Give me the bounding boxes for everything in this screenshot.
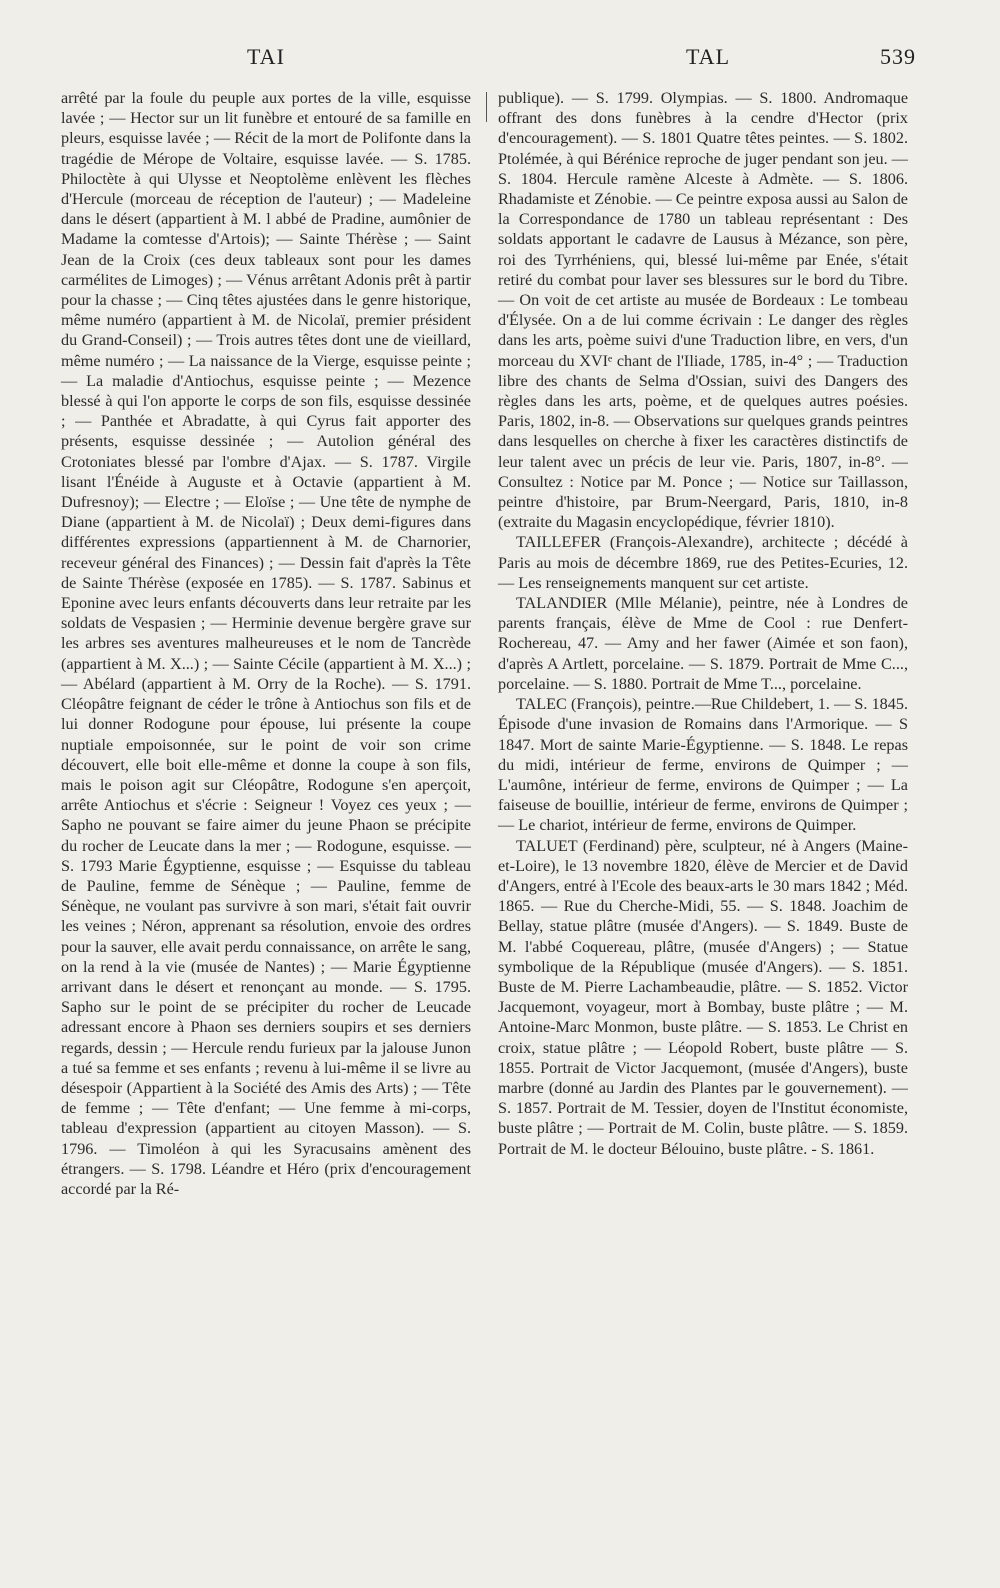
column-rule	[486, 92, 487, 122]
entry-talandier: TALANDIER (Mlle Mélanie), peintre, née à Londres de parents français, élève de Mme de Cool : rue Denfert-Rochereau, 47. — Amy and her fawer (Aimée et son faon), d'après A Artlett, porcelaine. — S. 1879. Portrait de Mme C..., porcelaine. — S. 1880. Portrait de Mme T..., porcelaine.	[498, 594, 908, 693]
page-number: 539	[880, 44, 916, 69]
running-head-center: TAL	[686, 44, 731, 69]
left-column-text: arrêté par la foule du peuple aux portes de la ville, esquisse lavée ; — Hector sur un lit funèbre et entouré de sa famille en pleurs, esquisse lavée ; — Récit de la mort de Polifonte dans la tragédie de Mérope de Voltaire, esquisse lavée. — S. 1785. Philoctète à qui Ulysse et Neoptolème enlèvent les flèches d'Hercule (morceau de réception de l'auteur) ; — Madeleine dans le désert (appartient à M. l abbé de Pradine, aumônier de Madame la comtesse d'Artois); — Sainte Thérèse ; — Saint Jean de la Croix (ces deux tableaux sont pour les dames carmélites de Limoges) ; — Vénus arrêtant Adonis prêt à partir pour la chasse ; — Cinq têtes ajustées dans le genre historique, même numéro (appartient à M. de Nicolaï, premier président du Grand-Conseil) ; — Trois autres têtes dont une de vieillard, même numéro ; — La naissance de la Vierge, esquisse peinte ; — La maladie d'Antiochus, esquisse peinte ; — Mezence blessé à qui l'on apporte le corps de son fils, esquisse dessinée ; — Panthée et Abradatte, à qui Cyrus fait apporter des présents, esquisse dessinée ; — Autolion général des Crotoniates blessé par l'ombre d'Ajax. — S. 1787. Virgile lisant l'Énéide à Auguste et à Octavie (appartient à M. Dufresnoy); — Electre ; — Eloïse ; — Une tête de nymphe de Diane (appartient à M. de Nicolaï) ; Deux demi-figures dans différentes expressions (appartiennent à M. de Charnorier, receveur général des Finances) ; — Dessin fait d'après la Tête de Sainte Thérèse (exposée en 1785). — S. 1787. Sabinus et Eponine avec leurs enfants découverts dans leur retraite par les soldats de Vespasien ; — Herminie devenue bergère grave sur les arbres ses aventures malheureuses et le nom de Tancrède (appartient à M. X...) ; — Sainte Cécile (appartient à M. X...) ; — Abélard (appartient à M. Orry de la Roche). — S. 1791. Cléopâtre feignant de céder le trône à Antiochus son fils et de lui donner Rodogune pour épouse, lui présente la coupe nuptiale empoisonnée, sur le point de voir son crime découvert, elle boit elle-même et donne la coupe à son fils, mais le poison agit sur Cléopâtre, Rodogune s'en aperçoit, arrête Antiochus et s'écrie : Seigneur ! Voyez ces yeux ; — Sapho ne pouvant se faire aimer du jeune Phaon se précipite du rocher de Leucate dans la mer ; — Rodogune, esquisse. — S. 1793 Marie Égyptienne, esquisse ; — Esquisse du tableau de Pauline, femme de Sénèque ; — Pauline, femme de Sénèque, ne voulant pas survivre à son mari, s'était fait ouvrir les veines ; Néron, apprenant sa résolution, envoie des ordres pour la sauver, elle avait perdu connaissance, on arrête le sang, on la rend à la vie (musée de Nantes) ; — Marie Égyptienne arrivant dans le désert et renonçant au monde. — S. 1795. Sapho sur le point de se précipiter du rocher de Leucade adressant encore à Phaon ses derniers soupirs et ses derniers regards, dessin ; — Hercule rendu furieux par la jalouse Junon a tué sa femme et ses enfants ; revenu à lui-même il se livre au désespoir (Appartient à la Société des Amis des Arts) ; — Tête de femme ; — Tête d'enfant; — Une femme à mi-corps, tableau d'expression (appartient au citoyen Masson). — S. 1796. — Timoléon à qui les Syracusains amènent des étrangers. — S. 1798. Léandre et Héro (prix d'encouragement accordé par la Ré-	[61, 89, 471, 1198]
entry-taillefer: TAILLEFER (François-Alexandre), architecte ; décédé à Paris au mois de décembre 1869, rue des Petites-Ecuries, 12. — Les renseignements manquent sur cet artiste.	[498, 533, 908, 592]
running-head-left: TAI	[247, 44, 285, 69]
entry-taillasson-continued: publique). — S. 1799. Olympias. — S. 1800. Andromaque offrant des dons funèbres à la cendre d'Hector (prix d'encouragement). — S. 1801 Quatre têtes peintes. — S. 1802. Ptolémée, à qui Bérénice reproche de juger pendant son jeu. — S. 1804. Hercule ramène Alceste à Admète. — S. 1806. Rhadamiste et Zénobie. — Ce peintre exposa aussi au Salon de la Correspondance de 1780 un tableau représentant : Des soldats apportant le cadavre de Lausus à Mézance, son père, roi des Tyrrhéniens, qui, blessé lui-même par Enée, s'était retiré du combat pour laver ses blessures sur le bord du Tibre. — On voit de cet artiste au musée de Bordeaux : Le tombeau d'Élysée. On a de lui comme écrivain : Le danger des règles dans les arts, poème suivi d'une Traduction libre, en vers, d'un morceau du XVIᵉ chant de l'Iliade, 1785, in-4° ; — Traduction libre des chants de Selma d'Ossian, suivi des Dangers des règles dans les arts, poème, et de quelques autres poésies. Paris, 1802, in-8. — Observations sur quelques grands peintres dans lesquelles on cherche à fixer les caractères distinctifs de leur talent avec un précis de leur vie. Paris, 1807, in-8°. — Consultez : Notice par M. Ponce ; — Notice sur Taillasson, peintre d'histoire, par Brum-Neergard, Paris, 1810, in-8 (extraite du Magasin encyclopédique, février 1810).	[498, 89, 908, 532]
entry-talec: TALEC (François), peintre.—Rue Childebert, 1. — S. 1845. Épisode d'une invasion de Romains dans l'Armorique. — S 1847. Mort de sainte Marie-Égyptienne. — S. 1848. Le repas du midi, intérieur de ferme, environs de Quimper ; — L'aumône, intérieur de ferme, environs de Quimper ; — La faiseuse de bouillie, intérieur de ferme, environs de Quimper ; — Le chariot, intérieur de ferme, environs de Quimper.	[498, 695, 908, 835]
right-column	[498, 88, 908, 1159]
left-column	[61, 88, 471, 1199]
entry-taluet: TALUET (Ferdinand) père, sculpteur, né à Angers (Maine-et-Loire), le 13 novembre 1820, élève de Mercier et de David d'Angers, entré à l'Ecole des beaux-arts le 30 mars 1842 ; Méd. 1865. — Rue du Cherche-Midi, 55. — S. 1848. Joachim de Bellay, statue plâtre (musée d'Angers). — S. 1849. Buste de M. l'abbé Coquereau, plâtre, (musée d'Angers) ; — Statue symbolique de la République (musée d'Angers). — S. 1851. Buste de M. Pierre Lachambeaudie, plâtre. — S. 1852. Victor Jacquemont, voyageur, mort à Bombay, buste plâtre ; — M. Antoine-Marc Monmon, buste plâtre. — S. 1853. Le Christ en croix, statue plâtre ; — Léopold Robert, buste plâtre — S. 1855. Portrait de Victor Jacquemont, (musée d'Angers), buste marbre (donné au Jardin des Plantes par le gouvernement). — S. 1857. Portrait de M. Tessier, doyen de l'Institut économiste, buste plâtre ; — Portrait de M. Colin, buste plâtre. — S. 1859. Portrait de M. le docteur Bélouino, buste plâtre. - S. 1861.	[498, 836, 908, 1158]
